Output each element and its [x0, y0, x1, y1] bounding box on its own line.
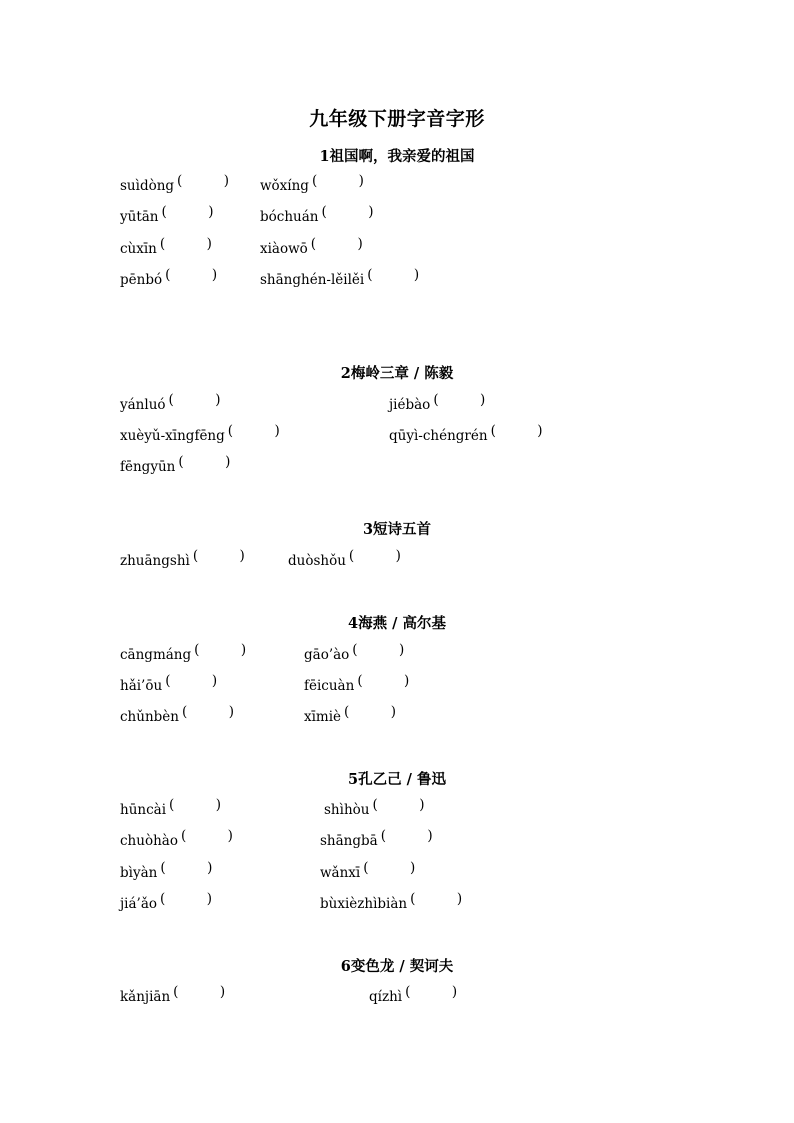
pinyin-item: bùxièzhìbiàn( ): [320, 894, 465, 912]
pinyin-item: kǎnjiān( ): [120, 987, 228, 1005]
answer-blank: [159, 207, 217, 221]
answer-blank: [407, 894, 465, 908]
answer-blank: [349, 645, 407, 659]
pinyin-item: wǒxíng( ): [260, 176, 367, 194]
pinyin-item: pēnbó( ): [120, 270, 220, 288]
answer-blank: [178, 831, 236, 845]
pinyin-item: shìhòu( ): [324, 800, 427, 818]
answer-blank: [364, 270, 422, 284]
pinyin-item: zhuāngshì( ): [120, 551, 248, 569]
answer-blank: [341, 707, 399, 721]
pinyin-item: jiébào( ): [389, 395, 488, 413]
answer-blank: [157, 239, 215, 253]
pinyin-item: wǎnxī( ): [320, 863, 418, 881]
section-heading-1: 1祖国啊，我亲爱的祖国: [319, 148, 475, 165]
section-heading-6: 6变色龙 / 契诃夫: [340, 958, 454, 975]
answer-blank: [369, 800, 427, 814]
page-title: 九年级下册字音字形: [309, 108, 485, 130]
pinyin-item: fēngyūn( ): [120, 457, 233, 475]
pinyin-item: chǔnbèn( ): [120, 707, 237, 725]
answer-blank: [318, 207, 376, 221]
answer-blank: [191, 645, 249, 659]
answer-blank: [354, 676, 412, 690]
answer-blank: [430, 395, 488, 409]
pinyin-item: qízhì( ): [369, 987, 460, 1005]
answer-blank: [402, 987, 460, 1001]
pinyin-item: jiá’ǎo( ): [120, 894, 215, 912]
pinyin-item: fēicuàn( ): [304, 676, 412, 694]
pinyin-item: duòshǒu( ): [288, 551, 404, 569]
answer-blank: [174, 176, 232, 190]
answer-blank: [360, 863, 418, 877]
pinyin-item: cāngmáng( ): [120, 645, 249, 663]
pinyin-item: qūyì-chéngrén( ): [389, 426, 546, 444]
answer-blank: [190, 551, 248, 565]
pinyin-item: shāngbā( ): [320, 831, 436, 849]
section-heading-5: 5孔乙己 / 鲁迅: [348, 771, 446, 788]
pinyin-item: xuèyǔ-xīngfēng( ): [120, 426, 283, 444]
pinyin-item: bìyàn( ): [120, 863, 215, 881]
answer-blank: [162, 270, 220, 284]
answer-blank: [157, 863, 215, 877]
answer-blank: [175, 457, 233, 471]
answer-blank: [378, 831, 436, 845]
pinyin-item: gāo’ào( ): [304, 645, 407, 663]
pinyin-item: yūtān( ): [120, 207, 217, 225]
pinyin-item: yánluó( ): [120, 395, 224, 413]
section-heading-4: 4海燕 / 高尔基: [348, 615, 446, 632]
pinyin-item: hūncài( ): [120, 800, 224, 818]
pinyin-item: hǎi’ōu( ): [120, 676, 220, 694]
answer-blank: [157, 894, 215, 908]
answer-blank: [170, 987, 228, 1001]
pinyin-item: cùxīn( ): [120, 239, 215, 257]
pinyin-item: xiàowō( ): [260, 239, 366, 257]
pinyin-item: suìdòng( ): [120, 176, 232, 194]
answer-blank: [166, 395, 224, 409]
answer-blank: [179, 707, 237, 721]
section-heading-3: 3短诗五首: [362, 521, 432, 538]
answer-blank: [166, 800, 224, 814]
pinyin-item: chuòhào( ): [120, 831, 236, 849]
answer-blank: [308, 239, 366, 253]
pinyin-item: bóchuán( ): [260, 207, 376, 225]
pinyin-item: xīmiè( ): [304, 707, 399, 725]
pinyin-item: shānghén-lěilěi( ): [260, 270, 422, 288]
answer-blank: [488, 426, 546, 440]
answer-blank: [162, 676, 220, 690]
answer-blank: [225, 426, 283, 440]
section-heading-2: 2梅岭三章 / 陈毅: [340, 365, 454, 382]
answer-blank: [346, 551, 404, 565]
answer-blank: [309, 176, 367, 190]
